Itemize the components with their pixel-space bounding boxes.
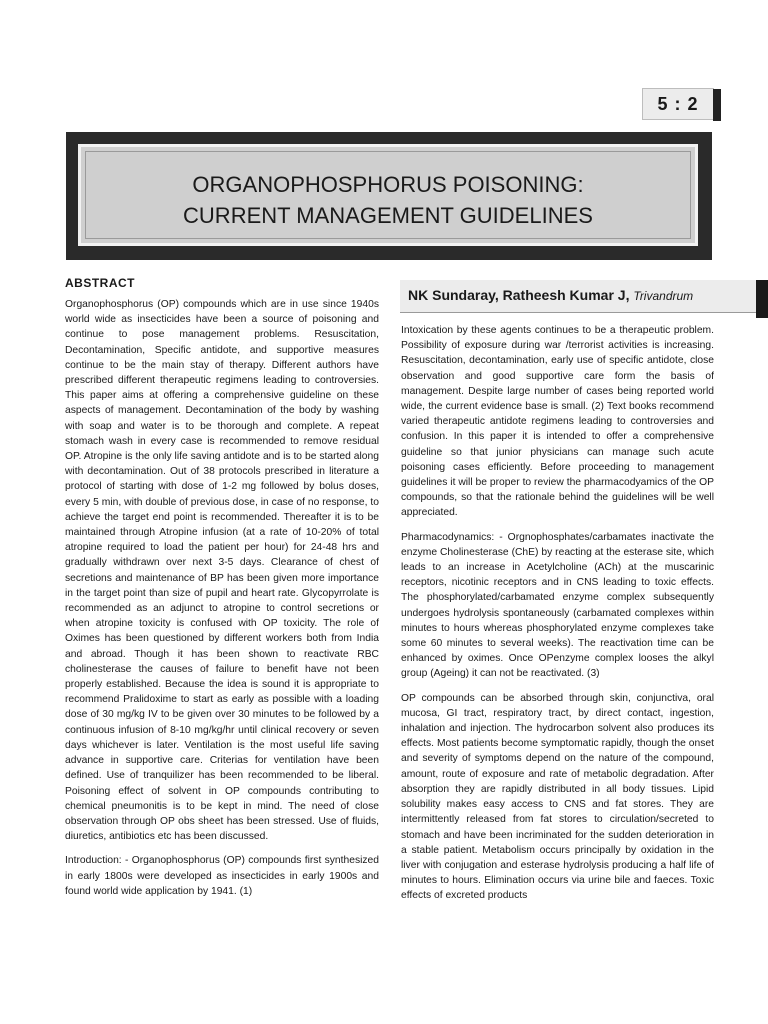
author-bar — [400, 280, 756, 313]
author-bar-marker — [756, 280, 768, 318]
intoxication-paragraph: Intoxication by these agents continues to be a therapeutic problem. Possibility of exposure during war /terrorist activities is increasing. Resuscitation, decontamination, early use of specific antidote, close observation and good supportive care form the basis of management. Despite large number of cases being reported world wide, the current evidence base is small. (2) Text books recommend varied therapeutic antidote regimens leading to controversies and confusion. In this paper it is intended to offer a comprehensive guideline so that junior physicians can manage such acute poisoning cases efficiently. Before proceeding to management guidelines it will be proper to review the pharmacodyamics of the OP compounds, so that the rationale behind the guidelines will be well appreciated. — [401, 325, 714, 519]
absorption-paragraph: OP compounds can be absorbed through skin, conjunctiva, oral mucosa, GI tract, respiratory tract, by direct contact, ingestion, inhalation and injection. The hydrocarbon solvent also produces its effects. Most patients become symptomatic rapidly, though the onset and severity of symptoms depend on the nature of the compound, amount, route of exposure and rate of metabolic degradation. After absorption they are rapidly distributed in all body tissues. Lipid solubility makes easy access to CNS and fat stores. They are intermittently released from fat stores to circulation/secreted to stomach and have been incriminated for the sudden deterioration in a stable patient. Metabolism occurs principally by oxidation in the liver with conjugation and esterase hydrolysis producing a half life of minutes to hours. Elimination occurs via urine bile and faeces. Toxic effects of excreted products — [401, 692, 714, 902]
pharmacodynamics-paragraph: Pharmacodynamics: - Orgnophosphates/carbamates inactivate the enzyme Cholinesterase (ChE) by reacting at the esterase site, which leads to an increase in Acetylcholine (ACh) at the muscarinic receptors, nicotinic receptors and in CNS leading to toxic effects. The phosphorylated/carbamated enzyme complex subsequently undergoes hydrolysis spontaneously (carbamated complexes within minutes to hours whereas phosphorylated enzyme complexes take some 60 minutes to several weeks). The reactivation time can be enhanced by oximes. Once OPenzyme complex looses the alkyl group (Ageing) it can not be reactivated. (3) — [401, 531, 714, 680]
title-line-1: ORGANOPHOSPHORUS POISONING: — [192, 172, 584, 197]
chapter-number: 5 : 2 — [657, 94, 699, 114]
title-frame — [66, 132, 712, 260]
abstract-text: Organophosphorus (OP) compounds which are in use since 1940s world wide as insecticides have been a source of poisoning and continue to pose management problems. Resuscitation, Decontamination, Specific antidote, and supportive measures continue to be the main stay of therapy. Different authors have prescribed different therapeutic regimens leading to controversies. This paper aims at offering a comprehensive guideline on these aspects of management. Decontamination of the body by washing with soap and water is to be thorough and complete. A repeat stomach wash in every case is recommended to remove residual OP. Atropine is the only life saving antidote and is to be started along with decontamination. Out of 38 protocols prescribed in literature a protocol of starting with dose of 1-2 mg followed by bolus doses, every 5 min, with double of previous dose, in case of no response, to achieve the target end point is recommended. Thereafter it is to be maintained through Atropine infusion (at a rate of 10-20% of total atropine required to load the patient per hour) for 24-48 hrs and gradually withdrawn over next 3-5 days. Clearance of chest of secretions and maintenance of BP has been given more importance in the target point than size of pupil and heart rate. Glycopyrrolate is recommended as an adjunct to atropine to control secretions or when atropine toxicity is confused with OP toxicity. The role of Oximes has been questioned by different workers both from India and abroad. Though it has been shown to reactivate RBC cholinesterase the causes of failure to benefit have not been properly established. Because the idea is sound it is appropriate to recommend Pralidoxime to start as early as possible with a loading dose of 30 mg/kg IV to be given over 30 minutes to be followed by a continuous infusion of 8-10 mg/kg/hr until clinical recovery or seven days whichever is later. Ventilation is the most useful life saving advance in supportive care. Criterias for ventilation have been defined. Use of tranquilizer has been recommended to be liberal. Poisoning effect of solvent in OP compounds contributing to chemical pneumonitis is to be kept in mind. The need of close observation through OP obs sheet has been stressed. Use of fluids, diuretics, antibiotics etc has been discussed. — [65, 299, 379, 843]
paper-title — [81, 169, 695, 231]
abstract-heading: ABSTRACT — [65, 276, 135, 290]
author-place: Trivandrum — [633, 289, 694, 303]
author-names: NK Sundaray, Ratheesh Kumar J, — [408, 287, 630, 303]
tab-shadow — [713, 89, 721, 121]
chapter-number-tab — [642, 88, 714, 120]
title-panel — [78, 144, 698, 246]
author-line — [408, 287, 693, 303]
right-column — [401, 323, 714, 913]
left-column — [65, 297, 379, 908]
introduction-paragraph: Introduction: - Organophosphorus (OP) compounds first synthesized in early 1800s were developed as insecticides in early 1900s and found world wide application by 1941. (1) — [65, 855, 379, 897]
title-line-2: CURRENT MANAGEMENT GUIDELINES — [183, 203, 593, 228]
